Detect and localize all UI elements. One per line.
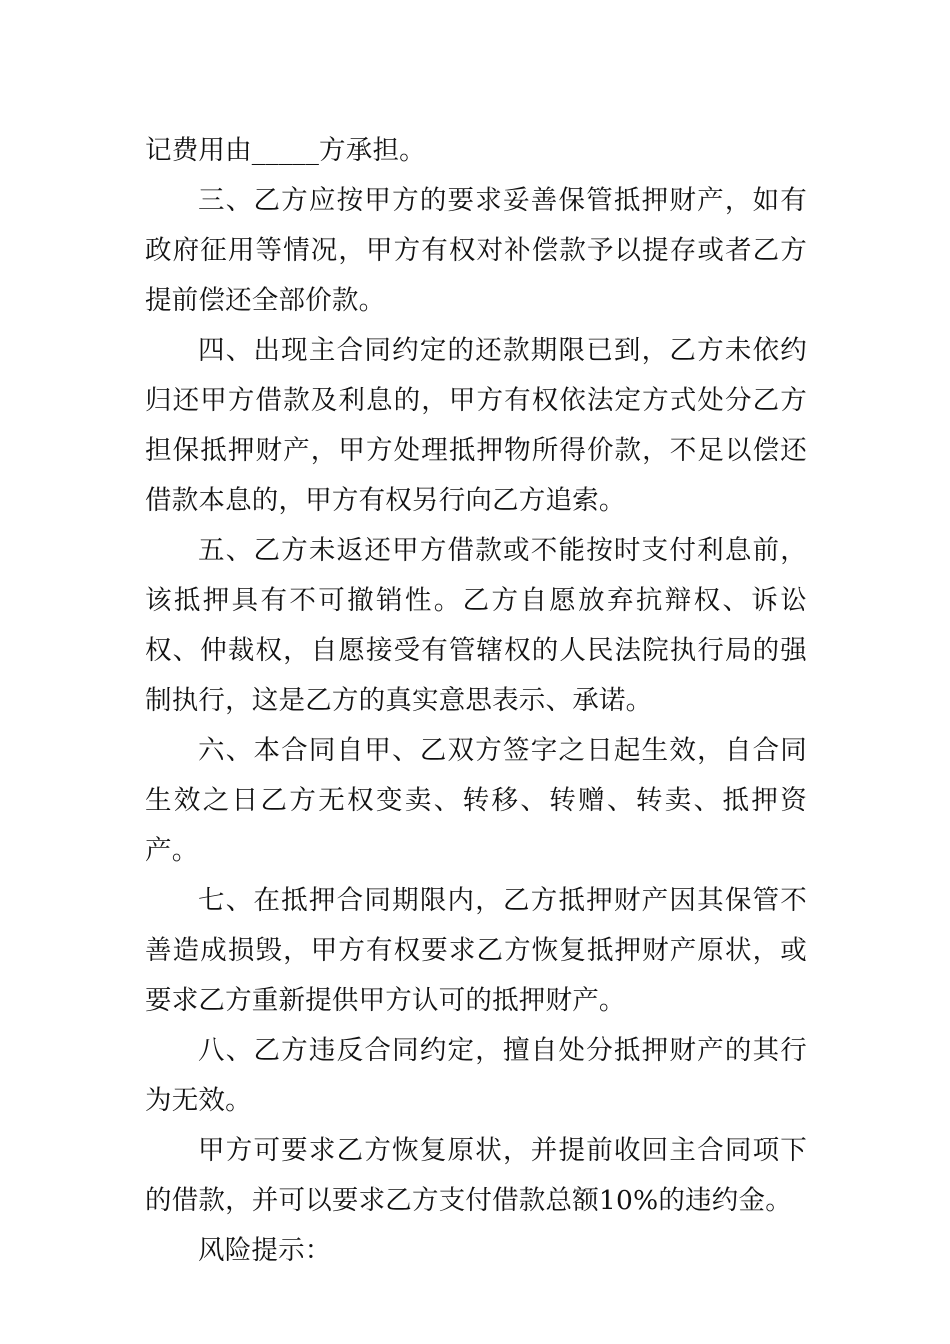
paragraph-risk-heading: 风险提示： bbox=[198, 1235, 332, 1266]
paragraph-clause-5: 五、乙方未返还甲方借款或不能按时支付利息前，该抵押具有不可撤销性。乙方自愿放弃抗辩权、诉讼权、仲裁权，自愿接受有管辖权的人民法院执行局的强制执行，这是乙方的真实意思表示、承诺。 bbox=[145, 535, 807, 716]
document-body bbox=[145, 126, 807, 1276]
paragraph-clause-3: 三、乙方应按甲方的要求妥善保管抵押财产，如有政府征用等情况，甲方有权对补偿款予以提存或者乙方提前偿还全部价款。 bbox=[145, 185, 807, 316]
paragraph-clause-6: 六、本合同自甲、乙双方签字之日起生效，自合同生效之日乙方无权变卖、转移、转赠、转卖、抵押资产。 bbox=[145, 735, 807, 866]
paragraph-penalty: 甲方可要求乙方恢复原状，并提前收回主合同项下的借款，并可以要求乙方支付借款总额10%的违约金。 bbox=[145, 1135, 807, 1216]
paragraph-clause-7: 七、在抵押合同期限内，乙方抵押财产因其保管不善造成损毁，甲方有权要求乙方恢复抵押财产原状，或要求乙方重新提供甲方认可的抵押财产。 bbox=[145, 885, 807, 1016]
paragraph-fee-clause: 记费用由_____方承担。 bbox=[145, 135, 426, 166]
paragraph-clause-8: 八、乙方违反合同约定，擅自处分抵押财产的其行为无效。 bbox=[145, 1035, 807, 1116]
paragraph-clause-4: 四、出现主合同约定的还款期限已到，乙方未依约归还甲方借款及利息的，甲方有权依法定方式处分乙方担保抵押财产，甲方处理抵押物所得价款，不足以偿还借款本息的，甲方有权另行向乙方追索。 bbox=[145, 335, 807, 516]
